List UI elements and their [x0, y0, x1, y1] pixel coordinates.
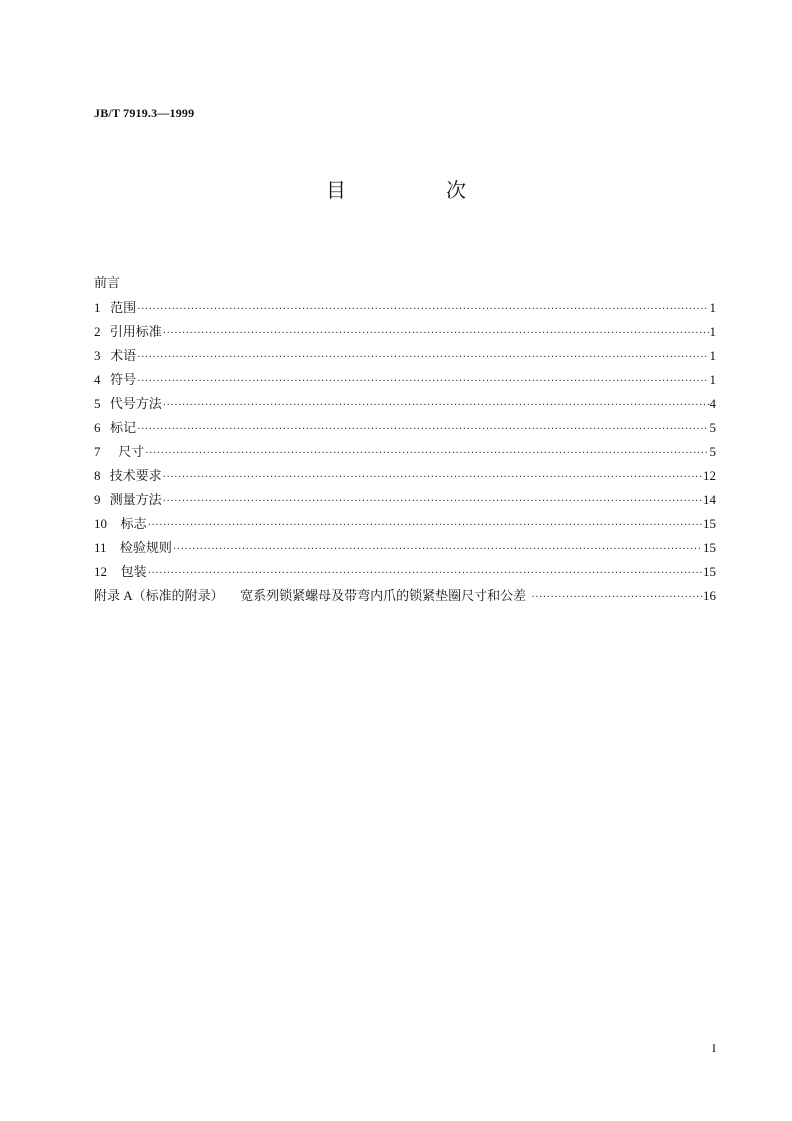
toc-entry-label: 检验规则	[111, 541, 172, 556]
toc-entry-8[interactable]	[94, 466, 716, 490]
standard-code: JB/T 7919.3—1999	[94, 106, 195, 120]
toc-entry-4[interactable]	[94, 370, 716, 394]
toc-entry-9[interactable]	[94, 490, 716, 514]
toc-entry-page: 5	[709, 444, 716, 459]
toc-leader-dots	[145, 444, 708, 464]
toc-entry-label: 术语	[110, 349, 137, 364]
toc-entry-label: 宽系列锁紧螺母及带弯内爪的锁紧垫圈尺寸和公差	[223, 589, 531, 604]
toc-entry-page: 15	[703, 540, 716, 555]
toc-title: 目 次	[326, 178, 506, 202]
toc-entry-page: 4	[709, 396, 716, 411]
toc-entry-number: 11	[94, 540, 107, 555]
toc-entry-label: 范围	[110, 301, 137, 316]
toc-entry-page: 15	[703, 516, 716, 531]
table-of-contents	[94, 274, 716, 610]
toc-entry-number: 1	[94, 300, 101, 315]
toc-entry-label: 标志	[112, 517, 147, 532]
toc-entry-6[interactable]	[94, 418, 716, 442]
toc-entry-label: 符号	[110, 373, 137, 388]
toc-entry-page: 16	[703, 588, 716, 603]
toc-leader-dots	[148, 564, 702, 584]
toc-entry-page: 5	[709, 420, 716, 435]
toc-entry-number: 附录 A（标准的附录）	[94, 588, 224, 603]
toc-leader-dots	[531, 588, 702, 608]
toc-entry-label: 包装	[112, 565, 147, 580]
page-number: I	[712, 1041, 716, 1055]
toc-leader-dots	[137, 300, 708, 320]
toc-entry-label: 引用标准	[109, 325, 162, 340]
toc-entry-number: 5	[94, 396, 101, 411]
toc-entry-label: 代号方法	[109, 397, 162, 412]
toc-entry-2[interactable]	[94, 322, 716, 346]
toc-entry-5[interactable]	[94, 394, 716, 418]
toc-entry-appendix-a[interactable]	[94, 586, 716, 610]
toc-entry-number: 4	[94, 372, 101, 387]
toc-entry-page: 14	[703, 492, 716, 507]
toc-entry-page: 1	[709, 372, 716, 387]
toc-entry-page: 1	[709, 348, 716, 363]
toc-leader-dots	[163, 396, 709, 416]
toc-leader-dots	[163, 324, 709, 344]
toc-entry-number: 9	[94, 492, 101, 507]
toc-entry-number: 6	[94, 420, 101, 435]
toc-leader-dots	[163, 468, 702, 488]
toc-entry-number: 8	[94, 468, 101, 483]
toc-leader-dots	[137, 420, 708, 440]
toc-entry-label: 测量方法	[109, 493, 162, 508]
toc-entry-page: 1	[709, 300, 716, 315]
toc-entry-3[interactable]	[94, 346, 716, 370]
toc-entry-10[interactable]	[94, 514, 716, 538]
toc-entry-page: 15	[703, 564, 716, 579]
toc-entry-page: 1	[709, 324, 716, 339]
toc-entry-number: 2	[94, 324, 101, 339]
toc-entry-number: 10	[94, 516, 107, 531]
toc-entry-label: 尺寸	[110, 445, 145, 460]
toc-leader-dots	[173, 540, 702, 560]
toc-entry-number: 7	[94, 444, 101, 459]
toc-entry-page: 12	[703, 468, 716, 483]
toc-entry-label: 技术要求	[109, 469, 162, 484]
toc-entry-11[interactable]	[94, 538, 716, 562]
toc-entry-12[interactable]	[94, 562, 716, 586]
toc-leader-dots	[137, 348, 708, 368]
toc-entry-number: 12	[94, 564, 107, 579]
toc-entry-label: 标记	[110, 421, 137, 436]
toc-leader-dots	[137, 372, 708, 392]
toc-entry-number: 3	[94, 348, 101, 363]
toc-entry-1[interactable]	[94, 298, 716, 322]
toc-preface[interactable]: 前言	[94, 276, 121, 291]
toc-entry-7[interactable]	[94, 442, 716, 466]
toc-leader-dots	[163, 492, 702, 512]
toc-leader-dots	[148, 516, 702, 536]
